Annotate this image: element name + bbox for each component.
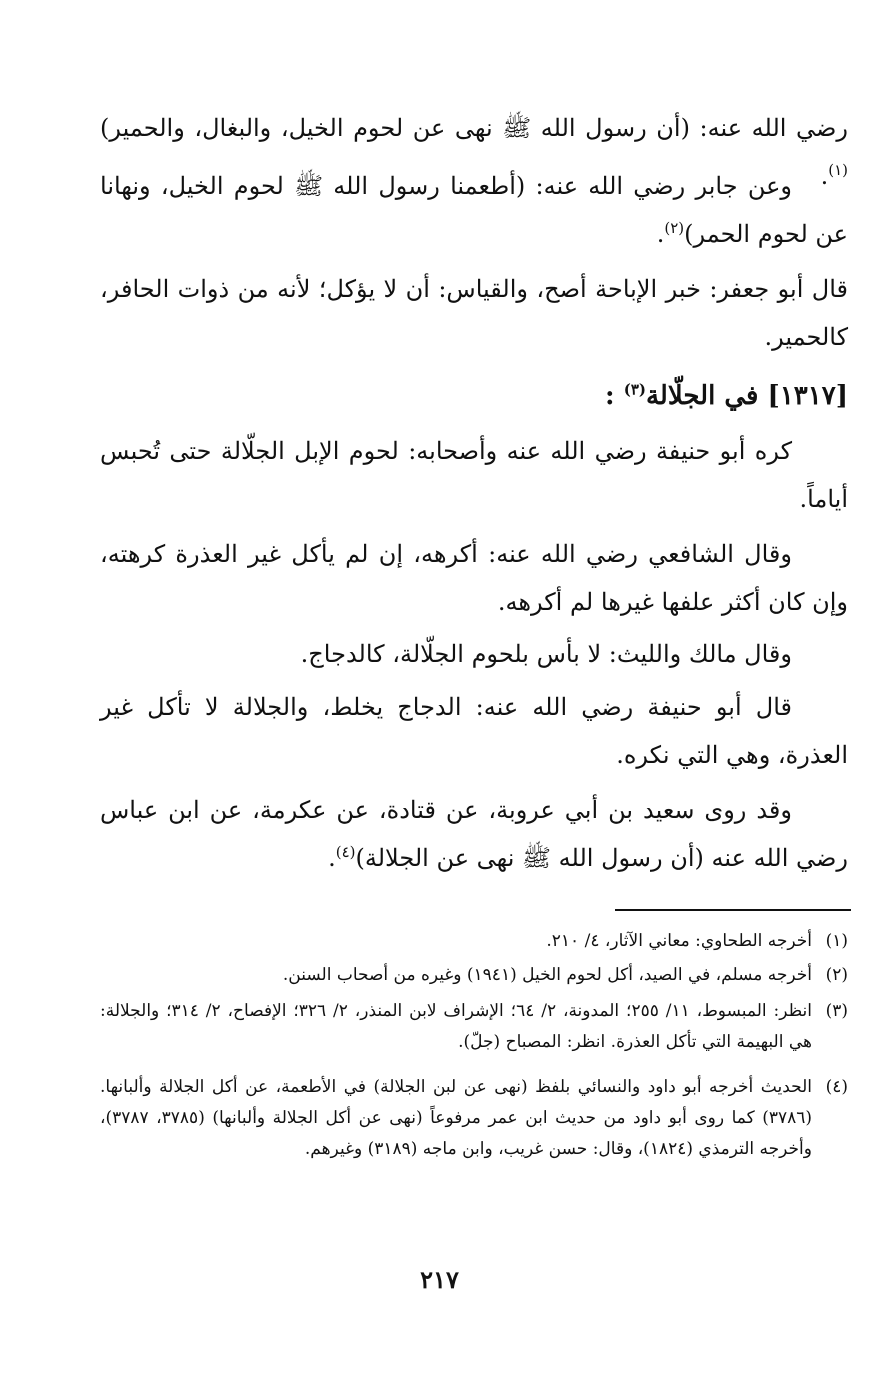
footnote-text: انظر: المبسوط، ١١/ ٢٥٥؛ المدونة، ٢/ ٦٤؛ الإشراف لابن المنذر، ٢/ ٣٢٦؛ الإفصاح، ٢/ ٣١٤؛ والجلالة: هي البهيمة التي تأكل العذرة. انظر: المصباح (جلّ). xyxy=(100,1001,812,1052)
paragraph-6 xyxy=(100,630,848,678)
paragraph-6-text: وقال مالك والليث: لا بأس بلحوم الجلّالة، كالدجاج. xyxy=(300,640,792,668)
footnote-4 xyxy=(100,1072,848,1165)
paragraph-5-text: وقال الشافعي رضي الله عنه: أكرهه، إن لم يأكل غير العذرة كرهته، وإن كان أكثر علفها غيرها لم أكرهه. xyxy=(100,540,848,616)
paragraph-4 xyxy=(100,427,848,523)
footnote-ref-2: (٢) xyxy=(664,219,685,237)
paragraph-4-text: كره أبو حنيفة رضي الله عنه وأصحابه: لحوم الإبل الجلّالة حتى تُحبس أياماً. xyxy=(100,437,848,513)
section-heading-tail: : xyxy=(605,381,615,411)
paragraph-8-tail: . xyxy=(328,844,336,872)
paragraph-5 xyxy=(100,530,848,626)
footnote-number: (٣) xyxy=(825,1001,848,1021)
footnote-number: (١) xyxy=(825,931,848,951)
footnote-separator xyxy=(615,909,851,911)
paragraph-3-text: قال أبو جعفر: خبر الإباحة أصح، والقياس: أن لا يؤكل؛ لأنه من ذوات الحافر، كالحمير. xyxy=(100,275,848,351)
footnote-text: أخرجه الطحاوي: معاني الآثار، ٤/ ٢١٠. xyxy=(546,931,812,951)
footnote-number: (٢) xyxy=(825,965,848,985)
paragraph-7 xyxy=(100,683,848,779)
section-heading xyxy=(100,372,848,420)
footnote-2 xyxy=(100,960,848,991)
paragraph-7-text: قال أبو حنيفة رضي الله عنه: الدجاج يخلط، والجلالة لا تأكل غير العذرة، وهي التي نكره. xyxy=(100,693,848,769)
paragraph-8-text: وقد روى سعيد بن أبي عروبة، عن قتادة، عن عكرمة، عن ابن عباس رضي الله عنه (أن رسول الله ﷺ نهى عن الجلالة) xyxy=(100,796,848,872)
paragraph-2 xyxy=(100,162,848,258)
footnote-ref-1: (١) xyxy=(828,161,848,179)
paragraph-8 xyxy=(100,786,848,882)
paragraph-2-tail: . xyxy=(656,220,665,248)
footnote-text: أخرجه مسلم، في الصيد، أكل لحوم الخيل (١٩٤١) وغيره من أصحاب السنن. xyxy=(282,965,812,985)
footnote-text: الحديث أخرجه أبو داود والنسائي بلفظ (نهى عن لبن الجلالة) في الأطعمة، عن أكل الجلالة وألبانها. (٣٧٨٦) كما روى أبو داود من حديث ابن عمر مرفوعاً (نهى عن أكل الجلالة وألبانها) (٣٧٨٥، ٣٧٨٧)، وأخرجه الترمذي (١٨٢٤)، وقال: حسن غريب، وابن ماجه (٣١٨٩) وغيرهم. xyxy=(100,1077,812,1159)
section-title: في الجلّالة xyxy=(645,381,759,411)
footnote-number: (٤) xyxy=(825,1077,848,1097)
section-number: [١٣١٧] xyxy=(767,381,848,411)
footnote-ref-3: (٣) xyxy=(623,380,646,399)
footnote-3 xyxy=(100,996,848,1058)
page-number: ٢١٧ xyxy=(420,1265,459,1294)
footnote-1 xyxy=(100,926,848,957)
paragraph-3 xyxy=(100,265,848,361)
paragraph-1-text: رضي الله عنه: (أن رسول الله ﷺ نهى عن لحوم الخيل، والبغال، والحمير) xyxy=(100,114,848,142)
footnote-ref-4: (٤) xyxy=(335,843,356,861)
paragraph-1-tail: . xyxy=(820,162,829,190)
paragraph-2-text: وعن جابر رضي الله عنه: (أطعمنا رسول الله ﷺ لحوم الخيل، ونهانا عن لحوم الحمر) xyxy=(100,172,848,248)
